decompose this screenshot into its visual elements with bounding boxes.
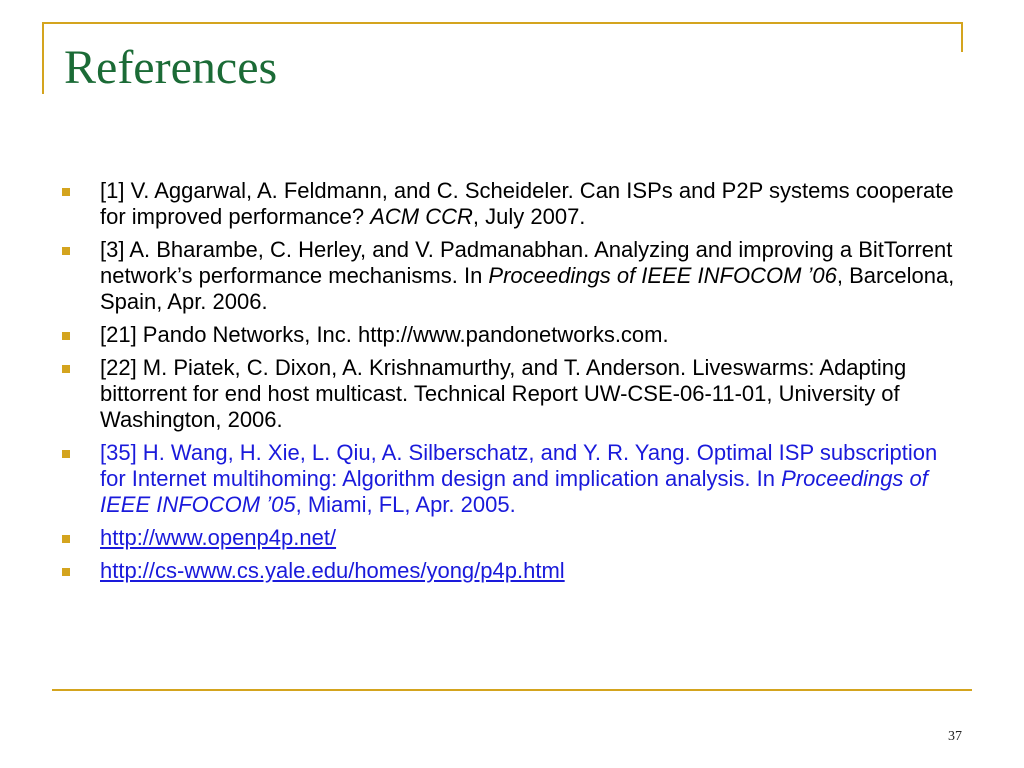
reference-text: [1] V. Aggarwal, A. Feldmann, and C. Scheideler. Can ISPs and P2P systems cooperate for improved performance? ACM CCR, July 2007. — [100, 178, 954, 229]
reference-item — [60, 237, 960, 315]
reference-list — [60, 178, 960, 591]
frame-left-line — [42, 22, 44, 94]
reference-item — [60, 525, 960, 551]
bullet-icon — [62, 535, 70, 543]
reference-link-yale-p4p[interactable]: http://cs-www.cs.yale.edu/homes/yong/p4p.html — [100, 558, 565, 583]
bullet-icon — [62, 332, 70, 340]
reference-item — [60, 178, 960, 230]
reference-item — [60, 322, 960, 348]
bullet-icon — [62, 247, 70, 255]
reference-text: [22] M. Piatek, C. Dixon, A. Krishnamurthy, and T. Anderson. Liveswarms: Adapting bittorrent for end host multicast. Technical Report UW-CSE-06-11-01, University of Washington, 2006. — [100, 355, 907, 432]
reference-item-highlighted — [60, 440, 960, 518]
bullet-icon — [62, 365, 70, 373]
reference-text: [21] Pando Networks, Inc. http://www.pandonetworks.com. — [100, 322, 669, 347]
page-number: 37 — [948, 729, 962, 744]
slide-title: References — [64, 41, 278, 94]
reference-text: [35] H. Wang, H. Xie, L. Qiu, A. Silberschatz, and Y. R. Yang. Optimal ISP subscription for Internet multihoming: Algorithm design and implication analysis. In Proceedings of IEEE INFOCOM ’05, Miami, FL, Apr. 2005. — [100, 440, 938, 517]
frame-top-line — [42, 22, 962, 24]
frame-right-line — [961, 22, 963, 52]
bullet-icon — [62, 188, 70, 196]
footer-divider — [52, 689, 972, 691]
reference-item — [60, 355, 960, 433]
bullet-icon — [62, 568, 70, 576]
reference-text: [3] A. Bharambe, C. Herley, and V. Padmanabhan. Analyzing and improving a BitTorrent network’s performance mechanisms. In Proceedings of IEEE INFOCOM ’06, Barcelona, Spain, Apr. 2006. — [100, 237, 955, 314]
reference-item — [60, 558, 960, 584]
reference-link-openp4p[interactable]: http://www.openp4p.net/ — [100, 525, 337, 550]
bullet-icon — [62, 450, 70, 458]
